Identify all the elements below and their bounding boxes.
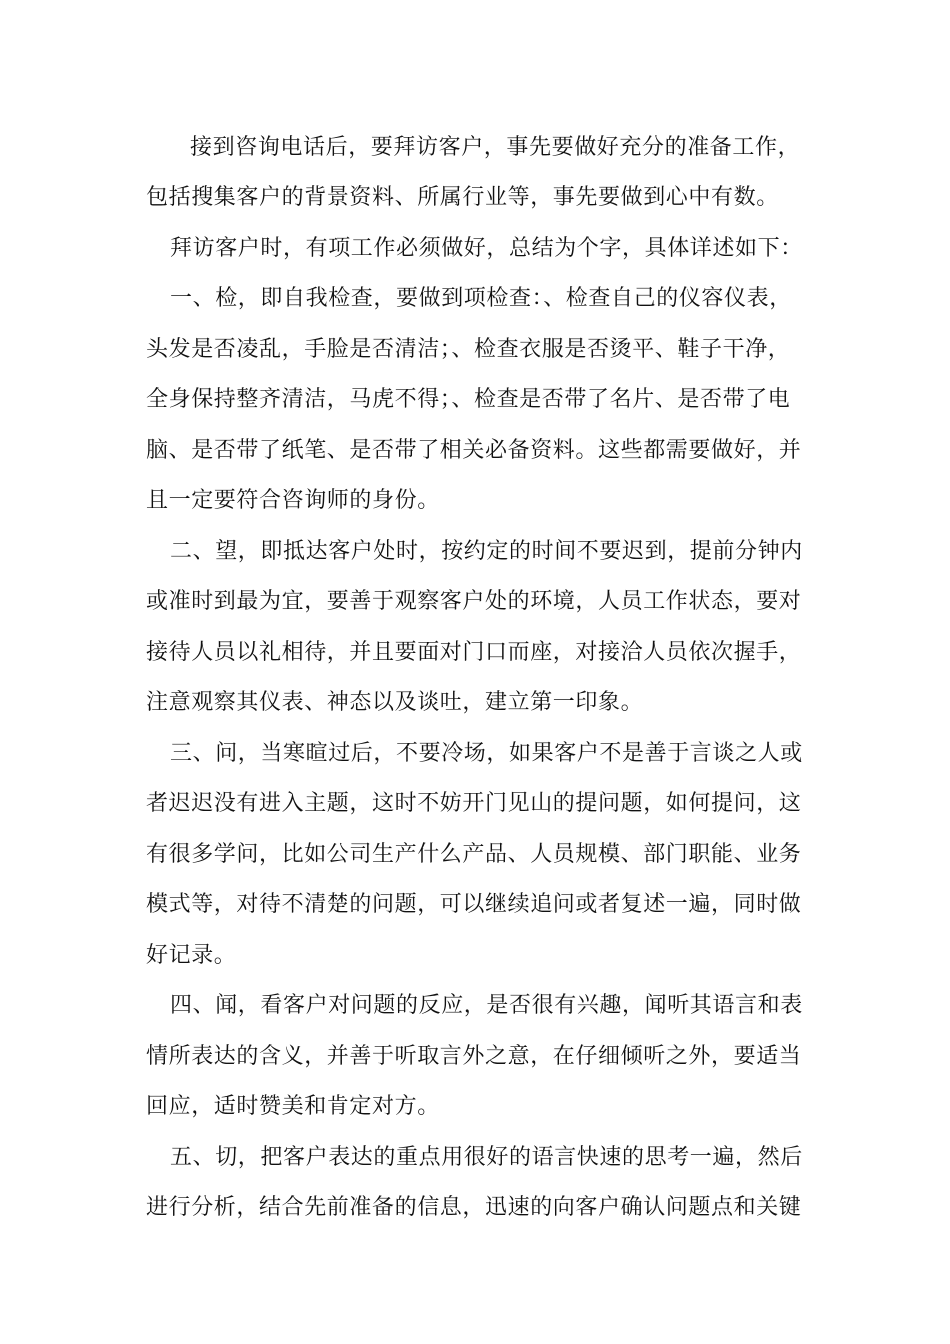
text-line: 接待人员以礼相待，并且要面对门口而座，对接洽人员依次握手， xyxy=(146,640,802,665)
text-line: 者迟迟没有进入主题，这时不妨开门见山的提问题，如何提问，这 xyxy=(146,791,802,816)
text-line: 模式等，对待不清楚的问题，可以继续追问或者复述一遍，同时做 xyxy=(146,892,802,917)
text-line: 一、检，即自我检查，要做到项检查：、检查自己的仪容仪表， xyxy=(170,286,792,311)
text-line: 情所表达的含义，并善于听取言外之意，在仔细倾听之外，要适当 xyxy=(146,1044,802,1069)
text-line: 五、切，把客户表达的重点用很好的语言快速的思考一遍，然后 xyxy=(170,1145,803,1170)
text-line: 或准时到最为宜，要善于观察客户处的环境，人员工作状态，要对 xyxy=(146,589,802,614)
text-line: 包括搜集客户的背景资料、所属行业等，事先要做到心中有数。 xyxy=(146,185,779,210)
text-line: 二、望，即抵达客户处时，按约定的时间不要迟到，提前分钟内 xyxy=(170,539,803,564)
text-line: 三、问，当寒暄过后，不要冷场，如果客户不是善于言谈之人或 xyxy=(170,741,803,766)
text-line: 拜访客户时，有项工作必须做好，总结为个字，具体详述如下： xyxy=(170,236,803,261)
text-line: 脑、是否带了纸笔、是否带了相关必备资料。这些都需要做好，并 xyxy=(146,438,802,463)
text-line: 接到咨询电话后，要拜访客户，事先要做好充分的准备工作， xyxy=(190,135,801,160)
text-line: 好记录。 xyxy=(146,943,237,968)
text-line: 进行分析，结合先前准备的信息，迅速的向客户确认问题点和关键 xyxy=(146,1195,802,1220)
text-line: 且一定要符合咨询师的身份。 xyxy=(146,488,440,513)
text-line: 注意观察其仪表、神态以及谈吐，建立第一印象。 xyxy=(146,690,644,715)
text-line: 四、闻，看客户对问题的反应，是否很有兴趣，闻听其语言和表 xyxy=(170,993,803,1018)
text-line: 头发是否凌乱，手脸是否清洁；、检查衣服是否烫平、鞋子干净， xyxy=(146,337,791,362)
text-line: 全身保持整齐清洁，马虎不得；、检查是否带了名片、是否带了电 xyxy=(146,387,791,412)
text-line: 回应，适时赞美和肯定对方。 xyxy=(146,1094,440,1119)
text-line: 有很多学问，比如公司生产什么产品、人员规模、部门职能、业务 xyxy=(146,842,802,867)
